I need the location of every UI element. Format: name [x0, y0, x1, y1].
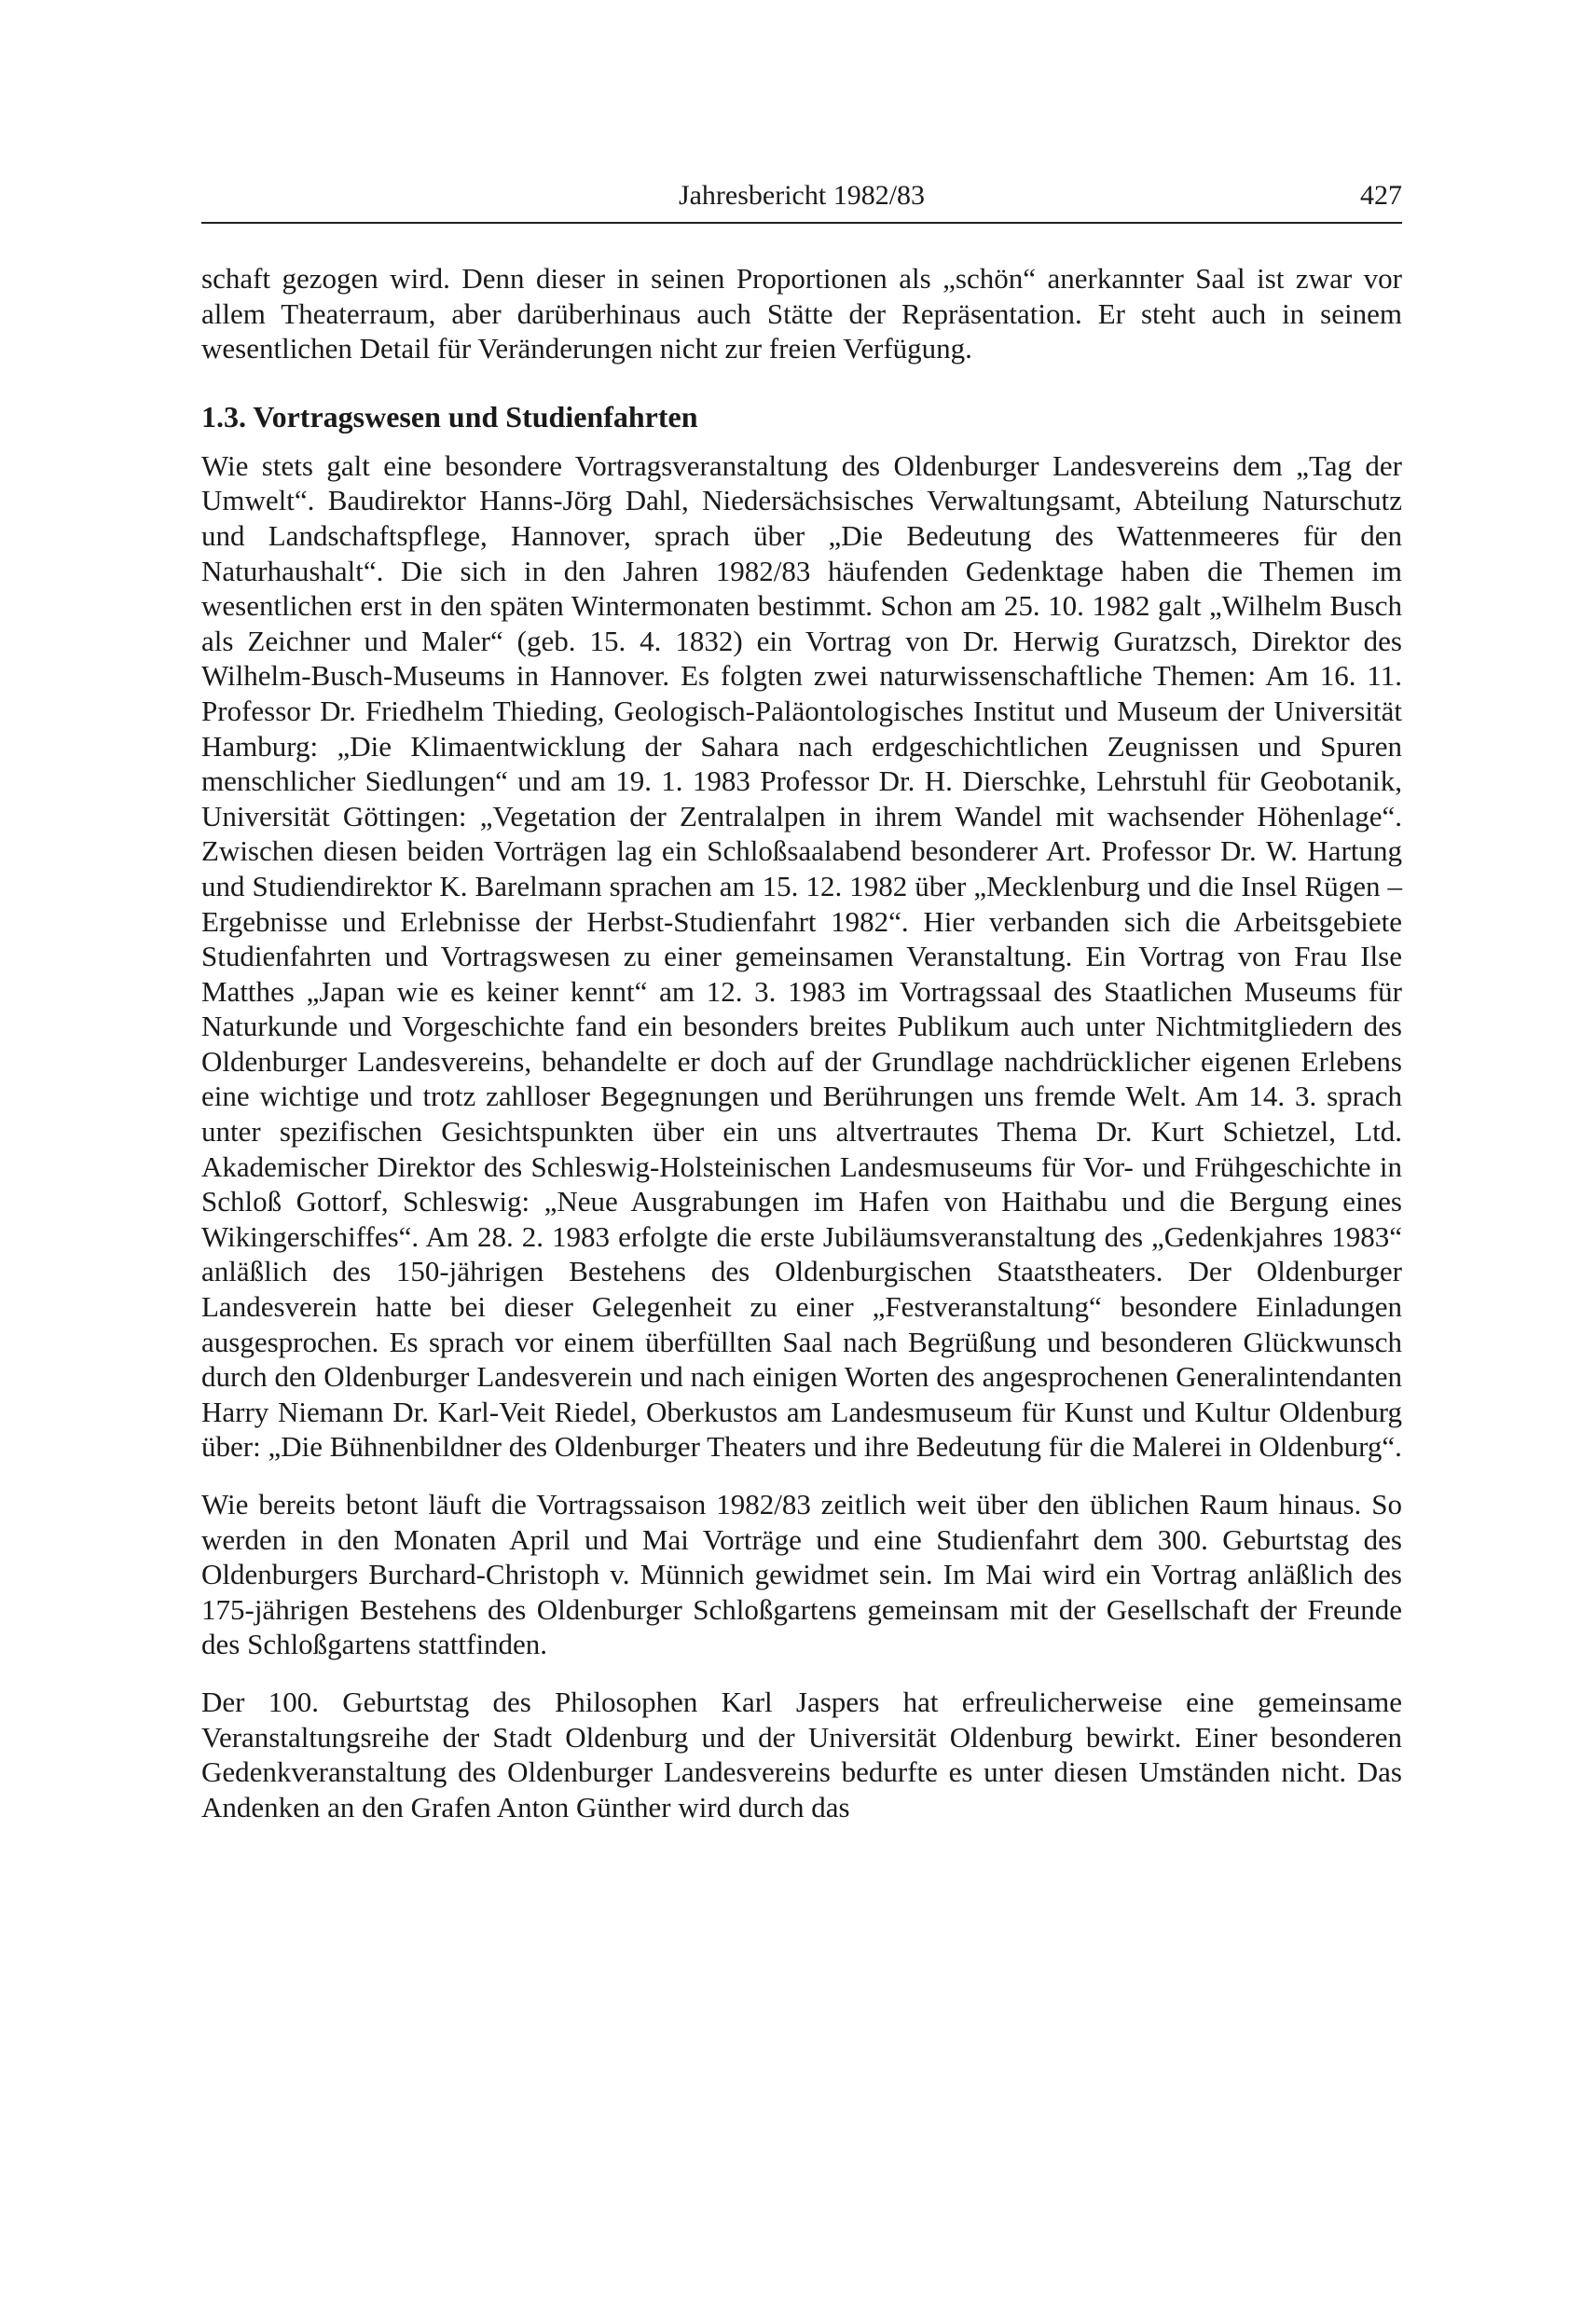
- header-rule: [201, 222, 1402, 224]
- running-title: Jahresbericht 1982/83: [678, 180, 926, 211]
- page-number: 427: [1360, 180, 1402, 211]
- section-heading: 1.3. Vortragswesen und Studienfahrten: [201, 399, 698, 434]
- intro-paragraph: schaft gezogen wird. Denn dieser in seinen Proportionen als „schön“ anerkannter Saal ist zwar vor allem Theaterraum, aber darüberhinaus auch Stätte der Repräsentation. Er steht auch in seinem wesentlichen Detail für Veränderungen nicht zur freien Verfügung.: [201, 262, 1402, 365]
- paragraph-lectures: Wie stets galt eine besondere Vortragsveranstaltung des Oldenburger Landesvereins dem „Tag der Umwelt“. Baudirektor Hanns-Jörg Dahl, Niedersächsisches Verwaltungsamt, Abteilung Naturschutz und Landschaftspflege, Hannover, sprach über „Die Bedeutung des Wattenmeeres für den Naturhaushalt“. Die sich in den Jahren 1982/83 häufenden Gedenktage haben die Themen im wesentlichen erst in den späten Wintermonaten bestimmt. Schon am 25. 10. 1982 galt „Wilhelm Busch als Zeichner und Maler“ (geb. 15. 4. 1832) ein Vortrag von Dr. Herwig Guratzsch, Direktor des Wilhelm-Busch-Museums in Hannover. Es folgten zwei naturwissenschaftliche Themen: Am 16. 11. Professor Dr. Friedhelm Thieding, Geologisch-Paläontologisches Institut und Museum der Universität Hamburg: „Die Klimaentwicklung der Sahara nach erdgeschichtlichen Zeugnissen und Spuren menschlicher Siedlungen“ und am 19. 1. 1983 Professor Dr. H. Dierschke, Lehrstuhl für Geobotanik, Universität Göttingen: „Vegetation der Zentralalpen in ihrem Wandel mit wachsender Höhenlage“. Zwischen diesen beiden Vorträgen lag ein Schloßsaalabend besonderer Art. Professor Dr. W. Hartung und Studiendirektor K. Barelmann sprachen am 15. 12. 1982 über „Mecklenburg und die Insel Rügen – Ergebnisse und Erlebnisse der Herbst-Studienfahrt 1982“. Hier verbanden sich die Arbeitsgebiete Studienfahrten und Vortragswesen zu einer gemeinsamen Veranstaltung. Ein Vortrag von Frau Ilse Matthes „Japan wie es keiner kennt“ am 12. 3. 1983 im Vortragssaal des Staatlichen Museums für Naturkunde und Vorgeschichte fand ein besonders breites Publikum auch unter Nichtmitgliedern des Oldenburger Landesvereins, behandelte er doch auf der Grundlage nachdrücklicher eigenen Erlebens eine wichtige und trotz zahlloser Begegnungen und Berührungen uns fremde Welt. Am 14. 3. sprach unter spezifischen Gesichtspunkten über ein uns altvertrautes Thema Dr. Kurt Schietzel, Ltd. Akademischer Direktor des Schleswig-Holsteinischen Landesmuseums für Vor- und Frühgeschichte in Schloß Gottorf, Schleswig: „Neue Ausgrabungen im Hafen von Haithabu und die Bergung eines Wikingerschiffes“. Am 28. 2. 1983 erfolgte die erste Jubiläumsveranstaltung des „Gedenkjahres 1983“ anläßlich des 150-jährigen Bestehens des Oldenburgischen Staatstheaters. Der Oldenburger Landesverein hatte bei dieser Gelegenheit zu einer „Festveranstaltung“ besondere Einladungen ausgesprochen. Es sprach vor einem überfüllten Saal nach Begrüßung und besonderen Glückwunsch durch den Oldenburger Landesverein und nach einigen Worten des angesprochenen Generalintendanten Harry Niemann Dr. Karl-Veit Riedel, Oberkustos am Landesmuseum für Kunst und Kultur Oldenburg über: „Die Bühnenbildner des Oldenburger Theaters und ihre Bedeutung für die Malerei in Oldenburg“.: [201, 448, 1402, 1464]
- body-text: [201, 261, 1402, 1824]
- paragraph-jaspers: Der 100. Geburtstag des Philosophen Karl Jaspers hat erfreulicherweise eine gemeinsame Veranstaltungsreihe der Stadt Oldenburg und der Universität Oldenburg bewirkt. Einer besonderen Gedenkveranstaltung des Oldenburger Landesvereins bedurfte es unter diesen Umständen nicht. Das Andenken an den Grafen Anton Günther wird durch das: [201, 1685, 1402, 1823]
- paragraph-season: Wie bereits betont läuft die Vortragssaison 1982/83 zeitlich weit über den üblichen Raum hinaus. So werden in den Monaten April und Mai Vorträge und eine Studienfahrt dem 300. Geburtstag des Oldenburgers Burchard-Christoph v. Münnich gewidmet sein. Im Mai wird ein Vortrag anläßlich des 175-jährigen Bestehens des Oldenburger Schloßgartens gemeinsam mit der Gesellschaft der Freunde des Schloßgartens stattfinden.: [201, 1488, 1402, 1661]
- running-head: [201, 175, 1402, 216]
